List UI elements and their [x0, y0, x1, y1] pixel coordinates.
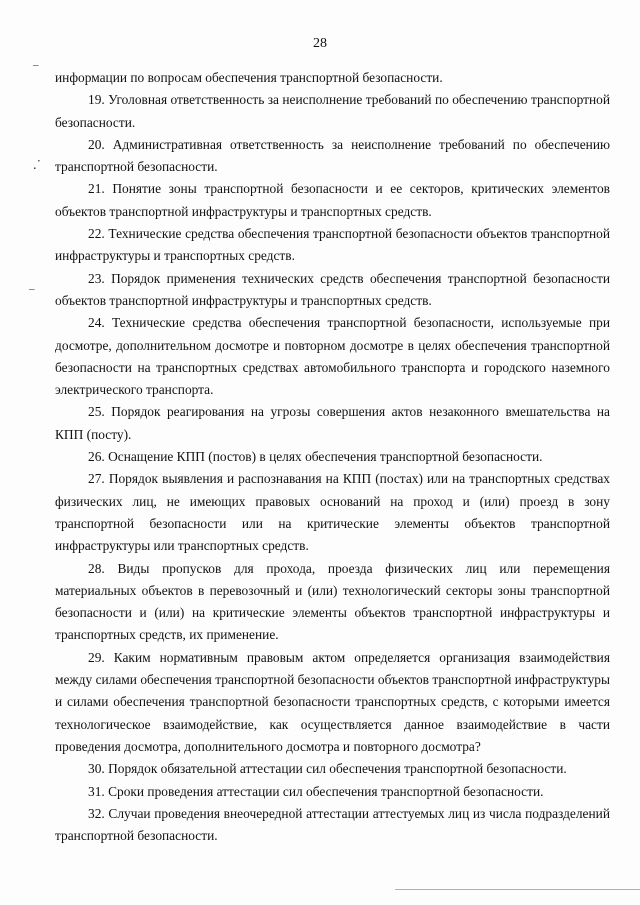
paragraph: 31. Сроки проведения аттестации сил обеспечения транспортной безопасности.	[88, 783, 544, 799]
paragraph: 19. Уголовная ответственность за неисполнение требований по обеспечению транспортной безопасности.	[55, 92, 610, 130]
paragraph: 30. Порядок обязательной аттестации сил обеспечения транспортной безопасности.	[88, 761, 567, 777]
paragraph: 26. Оснащение КПП (постов) в целях обеспечения транспортной безопасности.	[88, 449, 543, 465]
scan-mark: –	[29, 283, 35, 295]
paragraph: 32. Случаи проведения внеочередной аттестации аттестуемых лиц из числа подразделений транспортной безопасности.	[55, 805, 610, 844]
paragraph: 20. Административная ответственность за неисполнение требований по обеспечению транспортной безопасности.	[55, 136, 610, 175]
paragraph: 29. Каким нормативным правовым актом определяется организация взаимодействия между силами обеспечения транспортной безопасности объектов транспортной инфраструктуры и силами обеспечения транспортной безопасности транспортных средств, с которыми имеется технологическое взаимодействие, как осуществляется данное взаимодействие в части проведения досмотра, дополнительного досмотра и повторного досмотра?	[55, 649, 610, 754]
scan-edge-line	[395, 889, 640, 890]
paragraph: 27. Порядок выявления и распознавания на КПП (постах) или на транспортных средствах физических лиц, не имеющих правовых оснований на проход и (или) проезд в зону транспортной безопасности или на критические элементы объектов транспортной инфраструктуры или транспортных средств.	[55, 471, 610, 554]
scan-mark: .˙	[33, 158, 42, 173]
page-number: 28	[313, 36, 327, 51]
paragraph: 25. Порядок реагирования на угрозы совершения актов незаконного вмешательства на КПП (посту).	[55, 404, 610, 442]
paragraph: 23. Порядок применения технических средств обеспечения транспортной безопасности объектов транспортной инфраструктуры и транспортных средств.	[55, 270, 610, 308]
paragraph: 28. Виды пропусков для прохода, проезда физических лиц или перемещения материальных объектов в перевозочный и (или) технологический секторы зоны транспортной безопасности и (или) на критические элементы объектов транспортной инфраструктуры и транспортных средств, их применение.	[55, 560, 610, 643]
scan-mark: –	[33, 59, 39, 71]
paragraph: 22. Технические средства обеспечения транспортной безопасности объектов транспортной инфраструктуры и транспортных средств.	[55, 226, 610, 264]
paragraph: 21. Понятие зоны транспортной безопасности и ее секторов, критических элементов объектов транспортной инфраструктуры и транспортных средств.	[55, 181, 610, 219]
paragraph: информации по вопросам обеспечения транспортной безопасности.	[55, 70, 443, 85]
paragraph: 24. Технические средства обеспечения транспортной безопасности, используемые при досмотре, дополнительном досмотре и повторном досмотре в целях обеспечения транспортной безопасности на транспортных средствах автомобильного транспорта и городского наземного электрического транспорта.	[55, 315, 610, 398]
document-body	[55, 67, 610, 847]
